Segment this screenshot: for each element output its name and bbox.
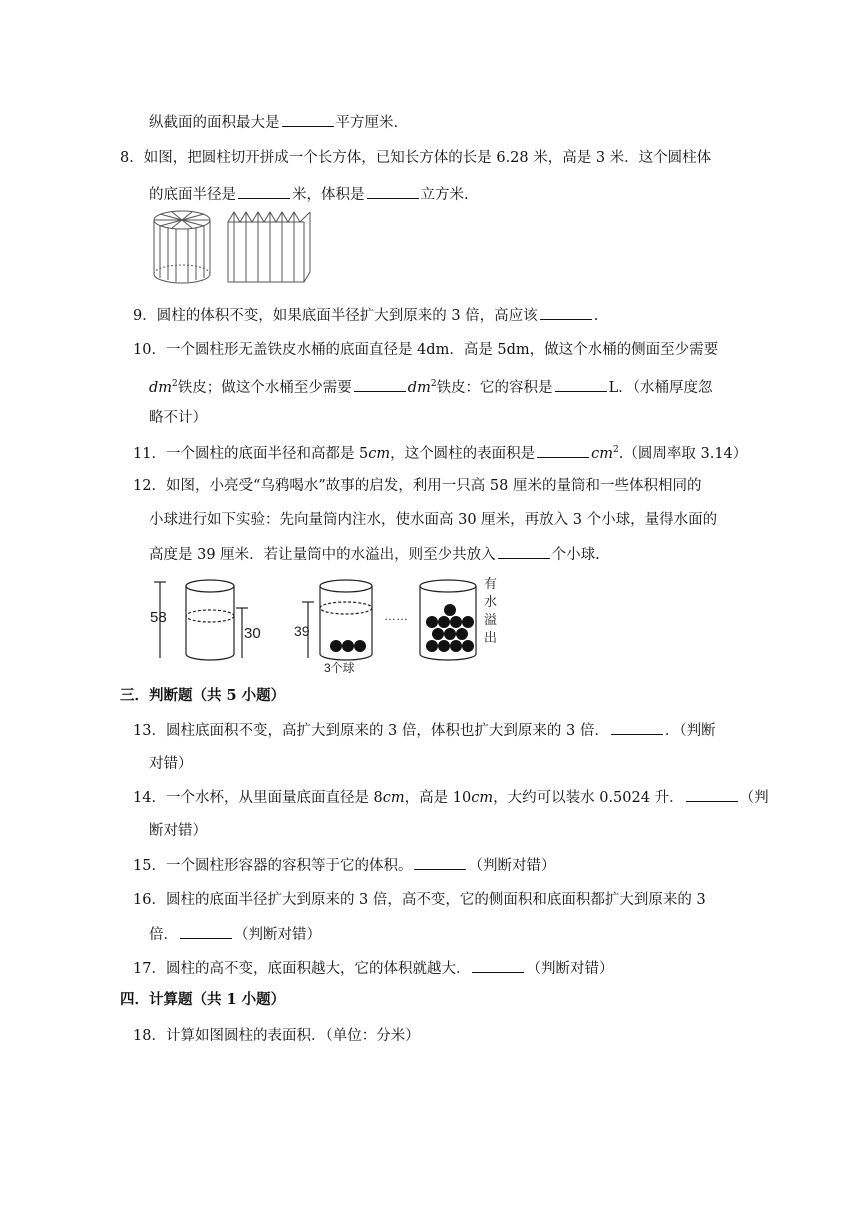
question-14-line-1: 14．一个水杯，从里面量底面直径是 8cm，高是 10cm，大约可以装水 0.5024 升． （判 [133,787,769,808]
section-4-heading: 四．计算题（共 1 小题） [120,991,286,1008]
question-17: 17．圆柱的高不变，底面积越大，它的体积就越大． （判断对错） [133,958,613,979]
question-13-line-2: 对错） [149,756,193,772]
answer-blank [180,924,232,939]
height-39-label: 39 [294,623,310,639]
answer-blank [611,720,663,735]
answer-blank [540,305,592,320]
cylinder-to-cuboid-figure [148,208,320,286]
overflow-char-2: 水 [484,594,498,609]
question-18: 18．计算如图圆柱的表面积．（单位：分米） [133,1028,420,1044]
question-8-line-2: 的底面半径是 米，体积是 立方米. [149,184,469,205]
question-16-line-1: 16．圆柱的底面半径扩大到原来的 3 倍，高不变，它的侧面积和底面积都扩大到原来的 3 [133,892,706,908]
question-13-line-1: 13．圆柱底面积不变，高扩大到原来的 3 倍，体积也扩大到原来的 3 倍． ．（判断 [133,720,716,741]
three-balls-label: 3个球 [324,661,355,674]
height-30-label: 30 [244,625,261,642]
crow-drinking-water-figure [148,572,508,674]
answer-blank [555,377,607,392]
question-14-line-2: 断对错） [149,823,207,839]
question-12-line-3: 高度是 39 厘米．若让量筒中的水溢出，则至少共放入 个小球. [149,544,600,565]
answer-blank [414,855,466,870]
question-10-line-2: $dm^2$铁皮；做这个水桶至少需要 $dm^2$铁皮：它的容积是 L．（水桶厚度忽 [149,374,712,398]
q7-tail: 纵截面的面积最大是 平方厘米. [149,112,398,133]
overflow-char-1: 有 [484,576,498,591]
question-12-line-2: 小球进行如下实验：先向量筒内注水，使水面高 30 厘米，再放入 3 个小球，量得水面的 [149,512,718,528]
answer-blank [354,377,406,392]
question-12-line-1: 12．如图，小亮受“乌鸦喝水”故事的启发，利用一只高 58 厘米的量筒和一些体积相同的 [133,478,702,494]
question-10-line-3: 略不计） [149,410,207,426]
answer-blank [498,544,550,559]
height-58-label: 58 [150,609,167,626]
section-3-heading: 三．判断题（共 5 小题） [120,687,286,704]
question-11: 11．一个圆柱的底面半径和高都是 5cm，这个圆柱的表面积是 $cm^2$.（圆周率取 3.14） [133,440,747,464]
overflow-char-3: 溢 [484,612,498,627]
answer-blank [282,112,334,127]
question-8-line-1: 8．如图，把圆柱切开拼成一个长方体，已知长方体的长是 6.28 米，高是 3 米．这个圆柱体 [120,150,712,166]
answer-blank [472,958,524,973]
question-9: 9．圆柱的体积不变，如果底面半径扩大到原来的 3 倍，高应该 . [133,305,598,326]
ellipsis-label: …… [384,609,408,623]
overflow-char-4: 出 [484,630,498,645]
question-15: 15．一个圆柱形容器的容积等于它的体积。 （判断对错） [133,855,555,876]
answer-blank [686,787,738,802]
answer-blank [537,443,589,458]
question-10-line-1: 10．一个圆柱形无盖铁皮水桶的底面直径是 4dm．高是 5dm，做这个水桶的侧面至少需要 [133,342,719,358]
answer-blank [367,184,419,199]
answer-blank [238,184,290,199]
question-16-line-2: 倍． （判断对错） [149,924,321,945]
